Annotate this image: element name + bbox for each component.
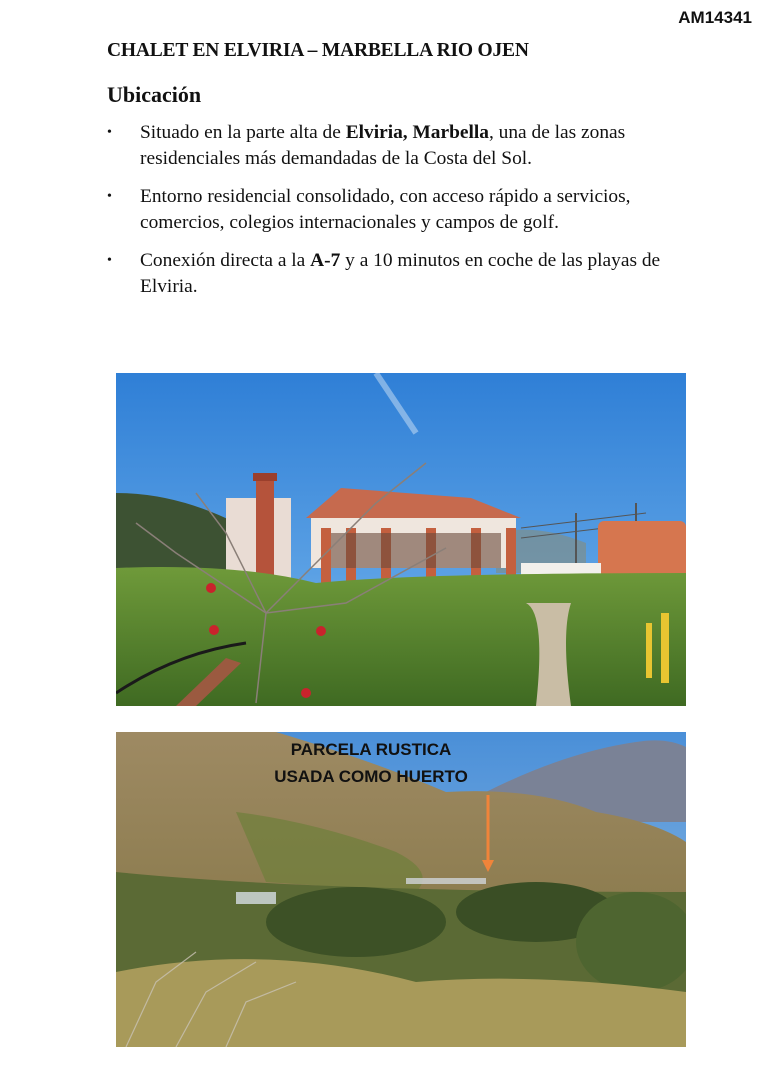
- bullet-dot-icon: •: [107, 125, 112, 140]
- section-heading: Ubicación: [107, 82, 202, 107]
- bullet-text: Situado en la parte alta de: [140, 122, 346, 143]
- bullet-bold-text: A-7: [310, 250, 341, 271]
- bullet-text: Conexión directa a la: [140, 250, 311, 271]
- bullet-bold-text: Elviria, Marbella: [345, 122, 489, 143]
- property-reference: AM14341: [678, 8, 752, 27]
- bullet-dot-icon: •: [107, 253, 112, 268]
- annotation-line-1: PARCELA RUSTICA: [290, 740, 452, 759]
- bullet-text: , una de las zonas residenciales más demandadas de la Costa del Sol.: [140, 122, 626, 169]
- bullet-item: [107, 248, 687, 300]
- page-title: CHALET EN ELVIRIA – MARBELLA RIO OJEN: [107, 40, 529, 61]
- location-bullet-list: [107, 120, 687, 312]
- plot-landscape-photo: [116, 732, 686, 1047]
- bullet-item: [107, 120, 687, 172]
- annotation-line-2: USADA COMO HUERTO: [274, 767, 468, 786]
- bullet-text: y a 10 minutos en coche de las playas de Elviria.: [140, 250, 661, 297]
- bullet-dot-icon: •: [107, 189, 112, 204]
- chalet-photo-illustration: [116, 373, 686, 706]
- bullet-item: [107, 184, 687, 236]
- chalet-photo: [116, 373, 686, 706]
- bullet-text: Entorno residencial consolidado, con acceso rápido a servicios, comercios, colegios internacionales y campos de golf.: [140, 186, 631, 233]
